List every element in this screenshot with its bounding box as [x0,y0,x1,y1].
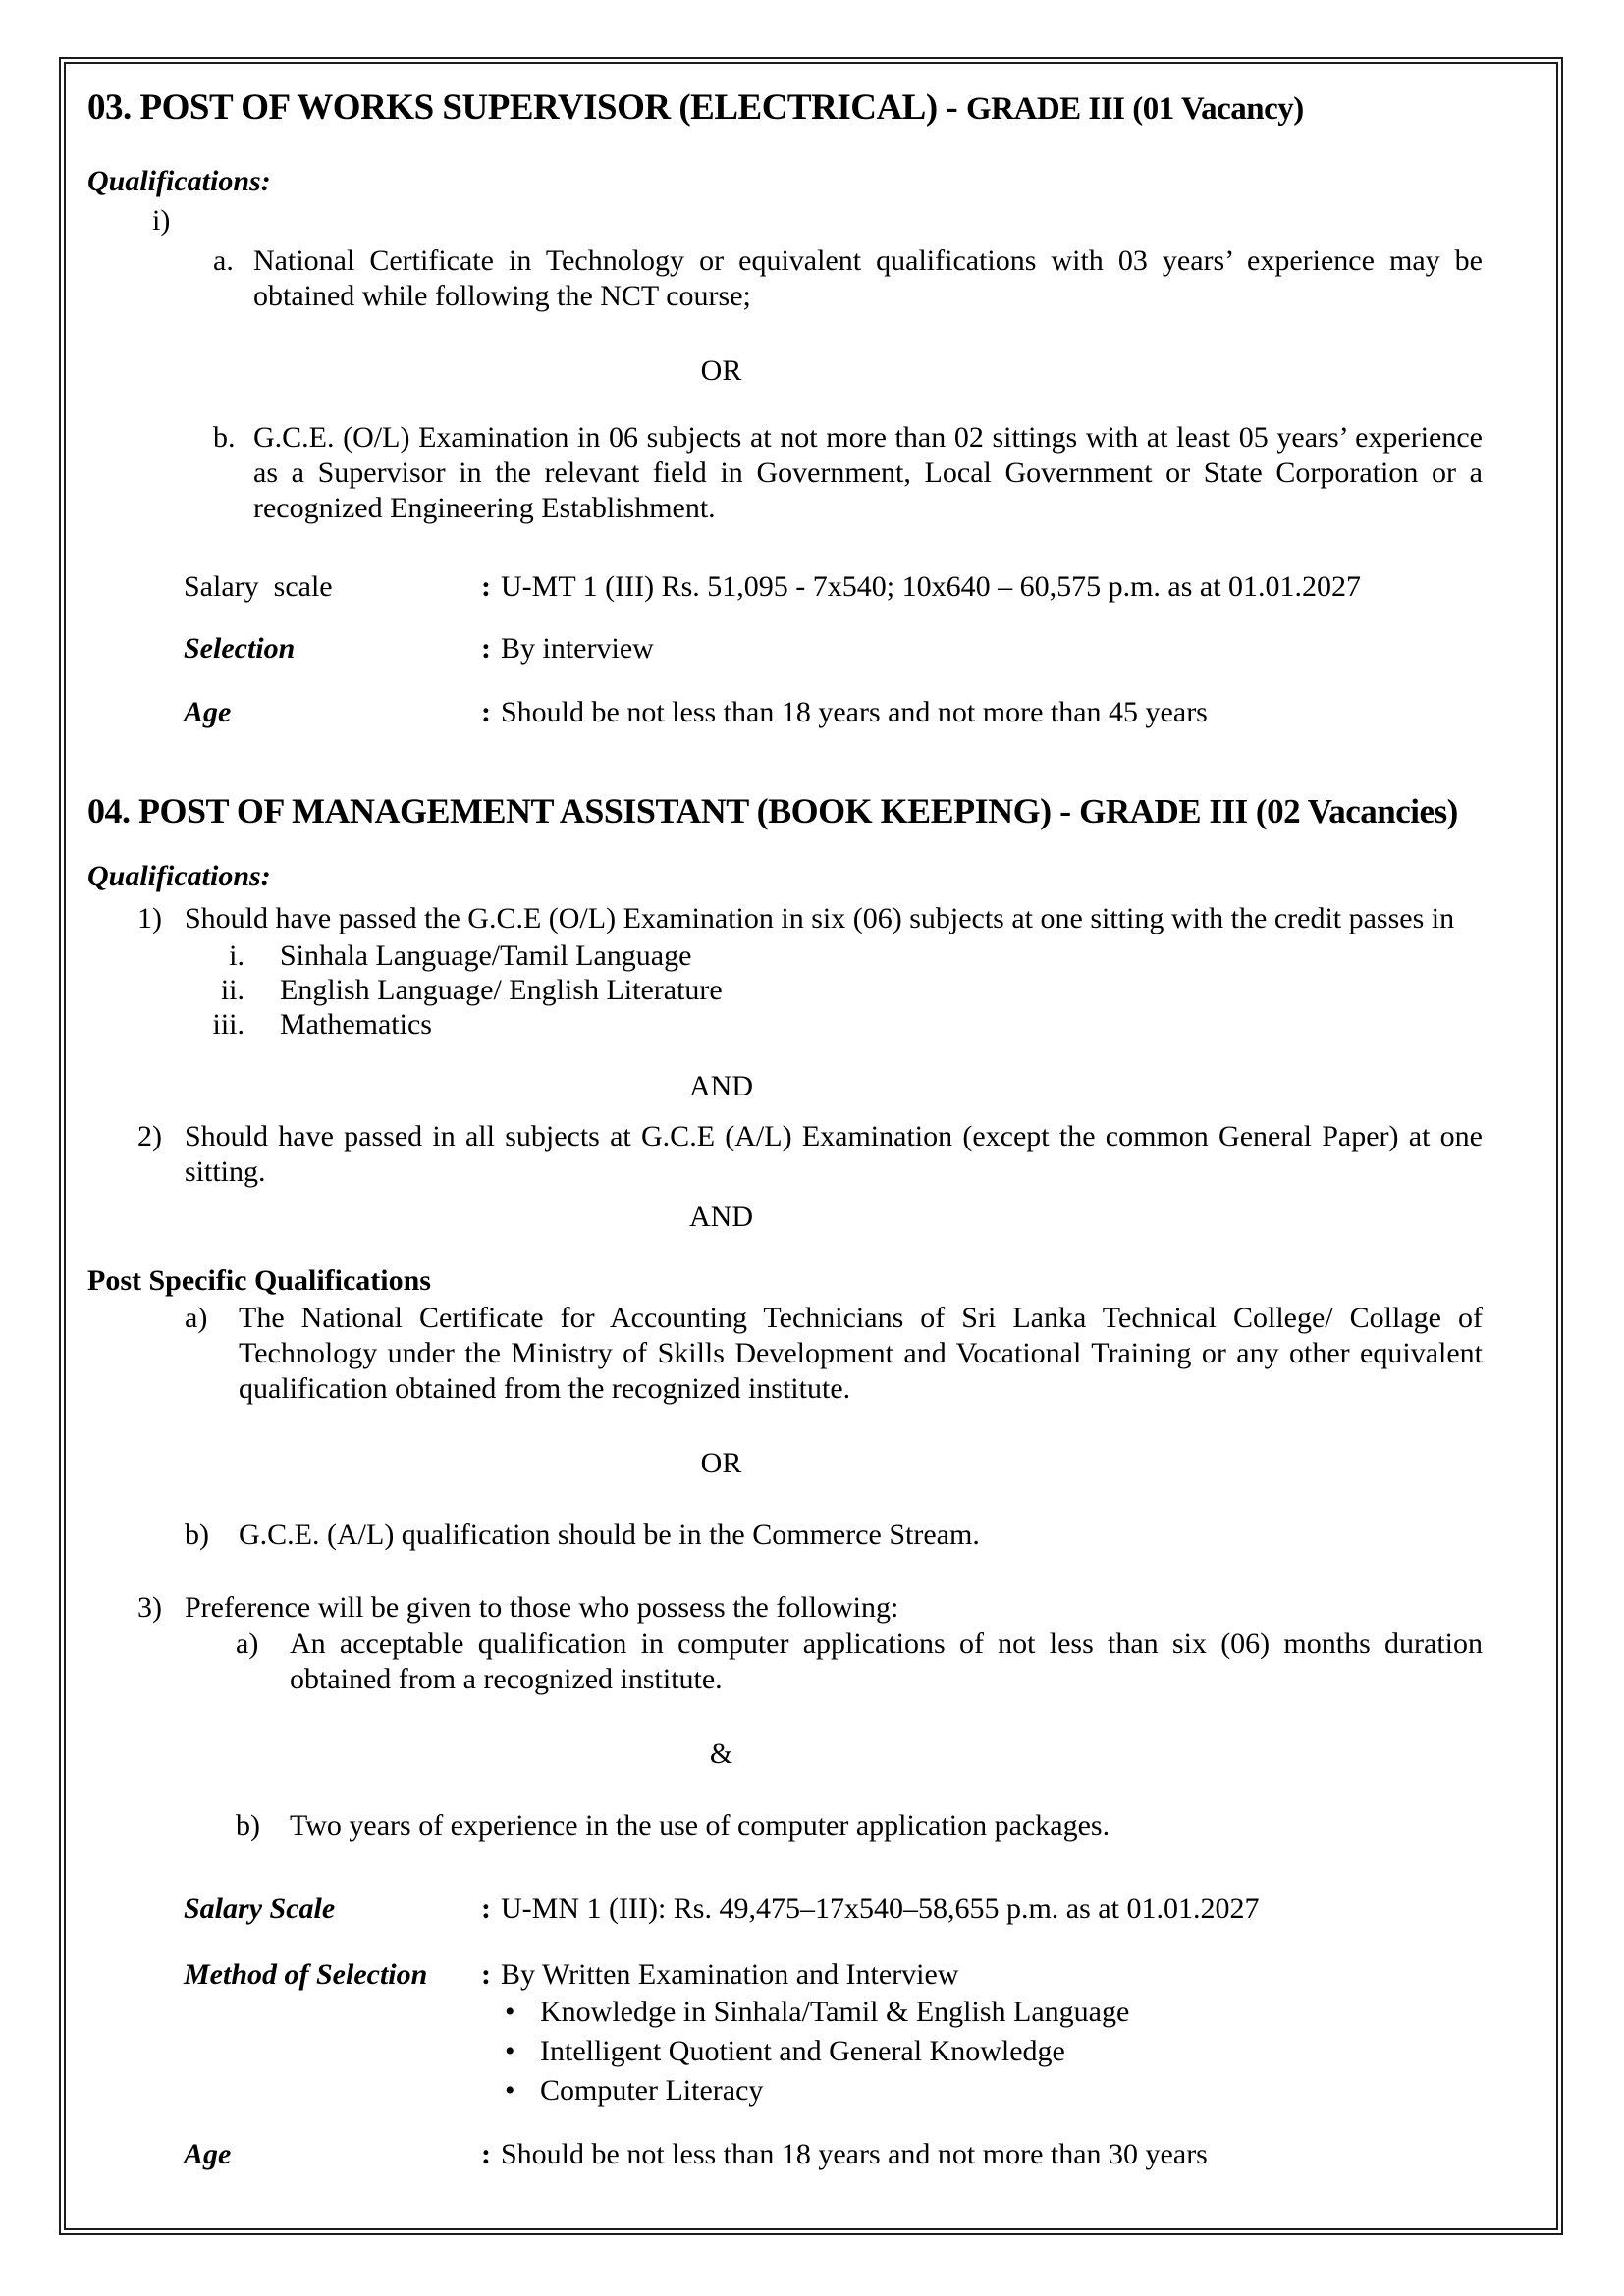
bullet-item-iq [505,2032,1483,2071]
post3-item-a-text: National Certificate in Technology or equivalent qualifications with 03 years’ experience may be obtained while following the NCT course; [253,244,1483,312]
subject-iii-marker: iii. [212,1008,244,1041]
bullet-item-languages-text: Knowledge in Sinhala/Tamil & English Language [540,1996,1130,2028]
subject-i-text: Sinhala Language/Tamil Language [280,939,692,972]
post3-or-separator: OR [700,354,742,387]
post3-age-value: Should be not less than 18 years and not more than 45 years [501,696,1208,728]
post4-method-colon: : [481,1958,491,1991]
subject-ii-text: English Language/ English Literature [280,974,723,1006]
post4-or-separator: OR [700,1447,742,1479]
psq-item-b-text: G.C.E. (A/L) qualification should be in the Commerce Stream. [239,1519,980,1551]
document-border-frame [59,57,1563,2235]
post4-age-label: Age [184,2138,232,2170]
post3-item-b-marker: b. [213,421,236,454]
subject-ii-marker: ii. [220,974,244,1006]
subject-item-sinhala [87,938,1483,973]
post4-subject-list [87,938,1483,1041]
post4-method-value: By Written Examination and Interview [501,1958,959,1991]
subject-item-mathematics [87,1007,1483,1041]
post3-title [87,86,1483,131]
post3-item-b-text: G.C.E. (O/L) Examination in 06 subjects at not more than 02 sittings with at least 05 years’ experience as a Supervisor in the relevant field in Government, Local Government or State Corporation or a recognized Engineering Establishment. [253,421,1483,524]
post3-title-grade: GRADE III (01 Vacancy) [966,91,1304,127]
post3-age-colon: : [481,696,491,728]
post4-and-separator-2: AND [689,1201,753,1233]
psq-item-b-marker: b) [185,1519,209,1551]
preference-item-a-marker: a) [236,1628,259,1660]
post3-age-row [184,695,1483,730]
post4-q2-marker: 2) [137,1120,162,1152]
bullet-item-computer [505,2071,1483,2110]
post4-salary-label: Salary Scale [184,1893,336,1925]
post4-title [87,789,1483,833]
post3-selection-value: By interview [501,632,654,665]
post4-q3-text: Preference will be given to those who possess the following: [185,1591,899,1624]
post4-salary-colon: : [481,1893,491,1925]
post4-qualification-3 [137,1590,1483,1626]
bullet-item-iq-text: Intelligent Quotient and General Knowledge [540,2035,1065,2067]
post4-and-separator-1: AND [689,1070,753,1102]
post4-qualification-1 [137,901,1483,936]
preference-item-b-text: Two years of experience in the use of computer application packages. [290,1809,1110,1842]
post3-item-a [213,243,1483,314]
psq-item-a [185,1301,1483,1407]
post4-qualifications-heading: Qualifications: [87,860,271,892]
ampersand-separator: & [709,1737,733,1770]
post3-salary-label: Salary scale [184,570,333,603]
post4-age-value: Should be not less than 18 years and not more than 30 years [501,2138,1208,2170]
post-specific-qualifications-heading: Post Specific Qualifications [87,1264,431,1297]
post3-selection-row [184,631,1483,667]
post4-salary-row [184,1892,1483,1927]
post3-item-b [213,420,1483,526]
post3-salary-colon: : [481,570,491,603]
post4-age-row [184,2137,1483,2172]
post4-q3-marker: 3) [137,1591,162,1624]
post3-qualifications-heading: Qualifications: [87,165,271,197]
post3-salary-value: U-MT 1 (III) Rs. 51,095 - 7x540; 10x640 – 60,575 p.m. as at 01.01.2027 [501,570,1362,603]
post4-q1-marker: 1) [137,902,162,934]
post3-salary-row [184,569,1483,605]
subject-iii-text: Mathematics [280,1008,432,1041]
post3-selection-colon: : [481,632,491,665]
preference-item-b-marker: b) [236,1809,260,1842]
bullet-item-languages [505,1993,1483,2032]
subject-i-marker: i. [229,939,244,972]
post3-item-a-marker: a. [213,244,234,277]
post4-age-colon: : [481,2138,491,2170]
post4-method-label: Method of Selection [184,1958,428,1991]
psq-item-a-marker: a) [185,1302,208,1334]
preference-item-a [236,1627,1483,1697]
post4-method-row [184,1957,1483,1993]
post4-title-grade: GRADE III (02 Vacancies) [1079,792,1458,830]
preference-item-b [236,1808,1483,1843]
post4-q1-text: Should have passed the G.C.E (O/L) Examination in six (06) subjects at one sitting with the credit passes in [185,902,1455,934]
bullet-item-computer-text: Computer Literacy [540,2074,764,2107]
psq-item-a-text: The National Certificate for Accounting Technicians of Sri Lanka Technical College/ Collage of Technology under the Ministry of Skills Development and Vocational Training or any other equivalent qualification obtained from the recognized institute. [239,1302,1483,1405]
subject-item-english [87,973,1483,1007]
post4-title-main: 04. POST OF MANAGEMENT ASSISTANT (BOOK KEEPING) - [87,791,1080,830]
bullet-icon: • [505,1996,515,2028]
preference-item-a-text: An acceptable qualification in computer applications of not less than six (06) months duration obtained from a recognized institute. [290,1628,1483,1695]
psq-item-b [185,1518,1483,1553]
bullet-icon: • [505,2035,515,2067]
post4-q2-text: Should have passed in all subjects at G.C.E (A/L) Examination (except the common General Paper) at one sitting. [185,1120,1483,1188]
method-bullet-list [87,1993,1483,2110]
post4-salary-value: U-MN 1 (III): Rs. 49,475–17x540–58,655 p.m. as at 01.01.2027 [501,1893,1260,1925]
post3-roman-marker: i) [152,204,171,237]
bullet-icon: • [505,2074,515,2107]
post3-age-label: Age [184,696,232,728]
post3-title-main: 03. POST OF WORKS SUPERVISOR (ELECTRICAL) - [87,87,966,128]
post4-qualification-2 [137,1119,1483,1190]
post3-selection-label: Selection [184,632,296,665]
